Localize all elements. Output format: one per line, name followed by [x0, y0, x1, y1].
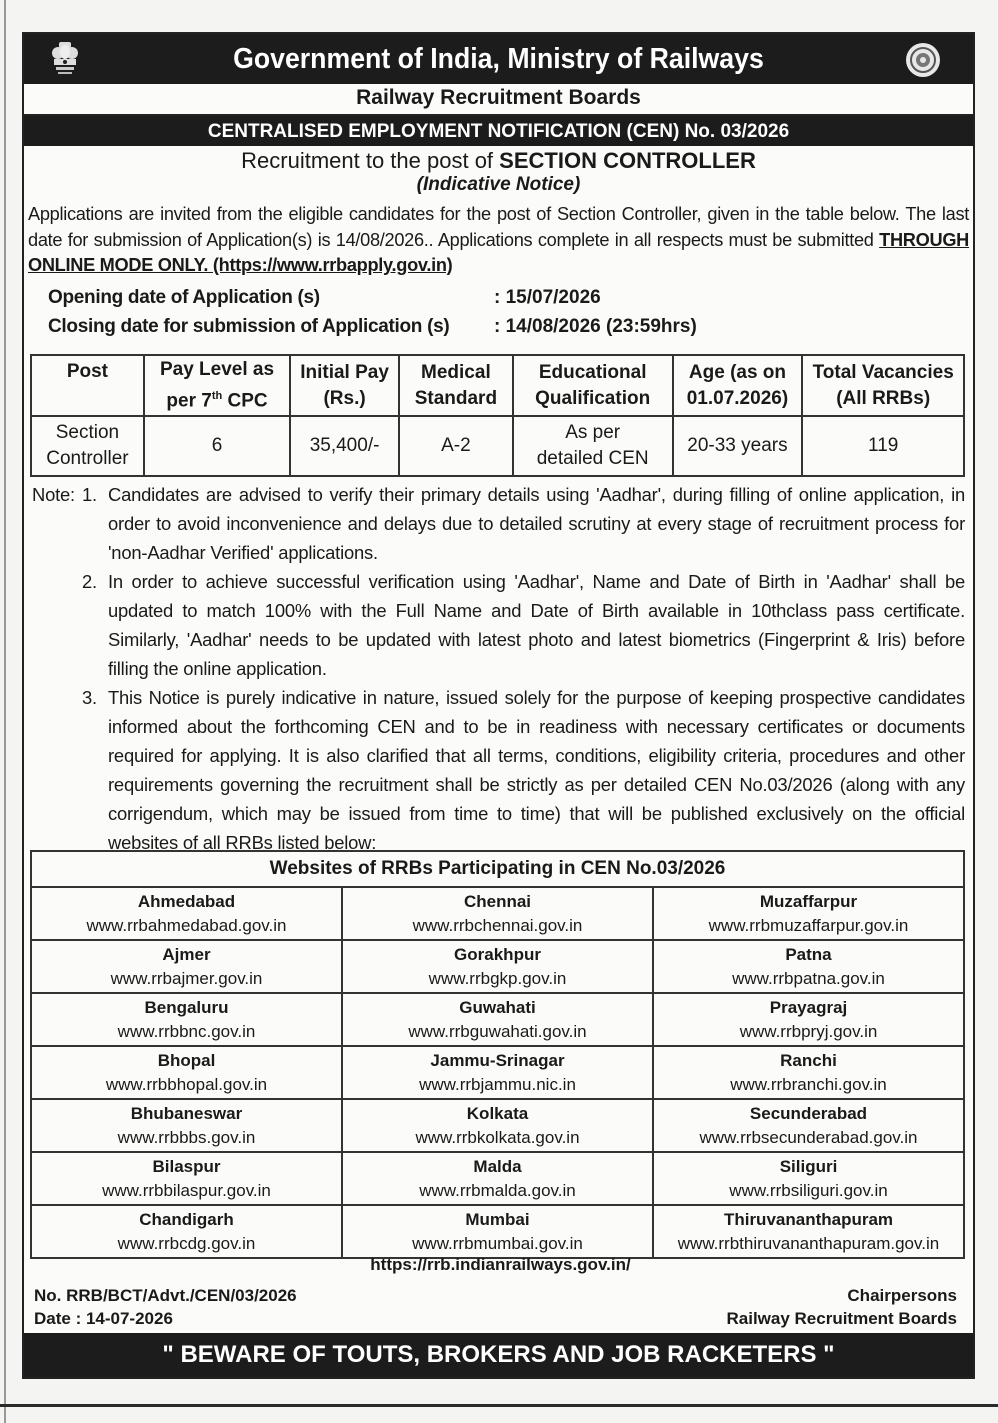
rrb-cell: Muzaffarpur www.rrbmuzaffarpur.gov.in [653, 887, 964, 940]
closing-date-row [24, 314, 973, 343]
rrb-link[interactable]: www.rrbbilaspur.gov.in [102, 1180, 271, 1200]
signatory-org: Railway Recruitment Boards [726, 1309, 957, 1328]
cell-age: 20-33 years [673, 416, 803, 476]
rrb-link[interactable]: www.rrbahmedabad.gov.in [86, 915, 287, 935]
rrb-cell: Bengaluru www.rrbbnc.gov.in [31, 993, 342, 1046]
rrb-link[interactable]: www.rrbthiruvananthapuram.gov.in [677, 1233, 940, 1253]
note-item: 1. Candidates are advised to verify their primary details using 'Aadhar', during filling of online application, in order to avoid inconvenience and delays due to detailed scrutiny at every stage of recruitment process for 'non-Aadhar Verified' applications. [82, 484, 965, 563]
rrb-link[interactable]: www.rrbcdg.gov.in [117, 1233, 256, 1253]
rrb-cell: Ahmedabad www.rrbahmedabad.gov.in [31, 887, 342, 940]
recruitment-title [24, 148, 973, 174]
rrb-link[interactable]: www.rrbjammu.nic.in [419, 1074, 576, 1094]
header-title: Government of India, Ministry of Railways [233, 43, 764, 75]
post-name: SECTION CONTROLLER [499, 148, 756, 173]
table-row [31, 993, 964, 1046]
rrb-cell: Guwahati www.rrbguwahati.gov.in [342, 993, 653, 1046]
page-edge-line [4, 0, 6, 1423]
rrb-link[interactable]: www.rrbmuzaffarpur.gov.in [708, 915, 909, 935]
rrb-cell: Ranchi www.rrbranchi.gov.in [653, 1046, 964, 1099]
rrb-link[interactable]: www.rrbmalda.gov.in [419, 1180, 576, 1200]
online-mode-link[interactable]: THROUGH ONLINE MODE ONLY. (https://www.rrbapply.gov.in) [28, 229, 969, 275]
rrb-websites-table [30, 850, 965, 1259]
table-row [31, 1046, 964, 1099]
rrb-link[interactable]: www.rrbgkp.gov.in [428, 968, 567, 988]
header-age: Age (as on 01.07.2026) [673, 355, 803, 416]
cell-medical: A-2 [399, 416, 513, 476]
header-medical: Medical Standard [399, 355, 513, 416]
recruitment-prefix: Recruitment to the post of [241, 148, 500, 173]
rrb-link[interactable]: www.rrbsiliguri.gov.in [729, 1180, 888, 1200]
cell-vacancies: 119 [802, 416, 964, 476]
signatory-block [726, 1284, 957, 1330]
websites-heading-row [31, 851, 964, 887]
rrb-link[interactable]: www.rrbajmer.gov.in [110, 968, 263, 988]
rrb-cell: Chandigarh www.rrbcdg.gov.in [31, 1205, 342, 1258]
table-row [31, 1152, 964, 1205]
rrb-cell: Malda www.rrbmalda.gov.in [342, 1152, 653, 1205]
header-pay-level: Pay Level as per 7th CPC [144, 355, 290, 416]
indicative-notice: (Indicative Notice) [416, 174, 581, 195]
rrb-link[interactable]: www.rrbsecunderabad.gov.in [699, 1127, 918, 1147]
rrb-link[interactable]: www.rrbkolkata.gov.in [415, 1127, 580, 1147]
rrb-link[interactable]: www.rrbbnc.gov.in [117, 1021, 256, 1041]
signatory-title: Chairpersons [847, 1286, 957, 1305]
post-details-table [30, 354, 965, 477]
cell-initial-pay: 35,400/- [290, 416, 399, 476]
bottom-rule [0, 1404, 998, 1407]
cell-pay-level: 6 [144, 416, 290, 476]
rrb-cell: Mumbai www.rrbmumbai.gov.in [342, 1205, 653, 1258]
rrb-link[interactable]: www.rrbpatna.gov.in [732, 968, 885, 988]
national-emblem-icon [50, 40, 80, 78]
note-item: 2. In order to achieve successful verification using 'Aadhar', Name and Date of Birth in 'Aadhar' shall be updated to match 100% with the Full Name and Date of Birth available in 10thclass pass certificate. Similarly, 'Aadhar' needs to be updated with latest photo and latest biometrics (Fingerprint & Iris) before filling the online application. [82, 571, 965, 679]
header-vacancies: Total Vacancies (All RRBs) [802, 355, 964, 416]
table-row [31, 940, 964, 993]
table-row [31, 1205, 964, 1258]
intro-text: Applications are invited from the eligible candidates for the post of Section Controller, given in the table below. The last date for submission of Application(s) is 14/08/2026.. Applications complete in all respects must be submitted [28, 204, 969, 250]
note-label: Note: [32, 484, 75, 505]
cen-number-bar: CENTRALISED EMPLOYMENT NOTIFICATION (CEN) No. 03/2026 [24, 116, 973, 146]
opening-date-label: Opening date of Application (s) [48, 286, 320, 308]
beware-banner: " BEWARE OF TOUTS, BROKERS AND JOB RACKETERS " [24, 1333, 973, 1377]
header-education: Educational Qualification [513, 355, 673, 416]
note-item: 3. This Notice is purely indicative in nature, issued solely for the purpose of keeping prospective candidates informed about the forthcoming CEN and to be in readiness with necessary certificates or documents required for applying. It is also clarified that all terms, conditions, eligibility criteria, procedures and other requirements governing the recruitment shall be strictly as per detailed CEN No.03/2026 (along with any corrigendum, which may be issued from time to time) that will be published exclusively on the official websites of all RRBs listed below: [82, 687, 965, 853]
rrb-link[interactable]: www.rrbmumbai.gov.in [412, 1233, 583, 1253]
rrb-link[interactable]: www.rrbguwahati.gov.in [408, 1021, 587, 1041]
intro-paragraph [28, 202, 969, 279]
railway-seal-icon [905, 42, 941, 78]
rrb-cell: Bhopal www.rrbbhopal.gov.in [31, 1046, 342, 1099]
header-initial-pay: Initial Pay (Rs.) [290, 355, 399, 416]
application-dates [24, 285, 973, 343]
rrb-cell: Siliguri www.rrbsiliguri.gov.in [653, 1152, 964, 1205]
table-header-row [31, 355, 964, 416]
rrb-cell: Jammu-Srinagar www.rrbjammu.nic.in [342, 1046, 653, 1099]
rrb-cell: Patna www.rrbpatna.gov.in [653, 940, 964, 993]
rrb-cell: Chennai www.rrbchennai.gov.in [342, 887, 653, 940]
table-row [31, 887, 964, 940]
cell-education: As per detailed CEN [513, 416, 673, 476]
table-row [31, 1099, 964, 1152]
rrb-cell: Secunderabad www.rrbsecunderabad.gov.in [653, 1099, 964, 1152]
table-row [31, 416, 964, 476]
rrb-cell: Bilaspur www.rrbbilaspur.gov.in [31, 1152, 342, 1205]
reference-block [34, 1284, 297, 1330]
rrb-link[interactable]: www.rrbbbs.gov.in [117, 1127, 256, 1147]
closing-date-label: Closing date for submission of Application (s) [48, 315, 450, 337]
rrb-link[interactable]: www.rrbbhopal.gov.in [105, 1074, 268, 1094]
notes-section [30, 480, 965, 857]
websites-heading: Websites of RRBs Participating in CEN No.03/2026 [31, 851, 964, 887]
rrb-link[interactable]: www.rrbpryj.gov.in [739, 1021, 878, 1041]
rrb-cell: Bhubaneswar www.rrbbbs.gov.in [31, 1099, 342, 1152]
rrb-link[interactable]: www.rrbchennai.gov.in [412, 915, 583, 935]
rrb-cell: Kolkata www.rrbkolkata.gov.in [342, 1099, 653, 1152]
notice-frame [22, 32, 975, 1379]
reference-number: No. RRB/BCT/Advt./CEN/03/2026 [34, 1286, 297, 1305]
rrb-link[interactable]: www.rrbranchi.gov.in [730, 1074, 887, 1094]
rrb-cell: Prayagraj www.rrbpryj.gov.in [653, 993, 964, 1046]
rrb-cell: Ajmer www.rrbajmer.gov.in [31, 940, 342, 993]
opening-date-row [24, 285, 973, 314]
closing-date-value: : 14/08/2026 (23:59hrs) [494, 315, 697, 337]
opening-date-value: : 15/07/2026 [494, 286, 601, 308]
rrb-portal-link[interactable]: https://rrb.indianrailways.gov.in/ [370, 1255, 631, 1274]
header-post: Post [31, 355, 144, 416]
cell-post: Section Controller [31, 416, 144, 476]
notice-date: Date : 14-07-2026 [34, 1309, 173, 1328]
rrb-cell: Thiruvananthapuram www.rrbthiruvananthapuram.gov.in [653, 1205, 964, 1258]
notice-header [24, 34, 973, 84]
rrb-cell: Gorakhpur www.rrbgkp.gov.in [342, 940, 653, 993]
header-subtitle: Railway Recruitment Boards [24, 84, 973, 116]
